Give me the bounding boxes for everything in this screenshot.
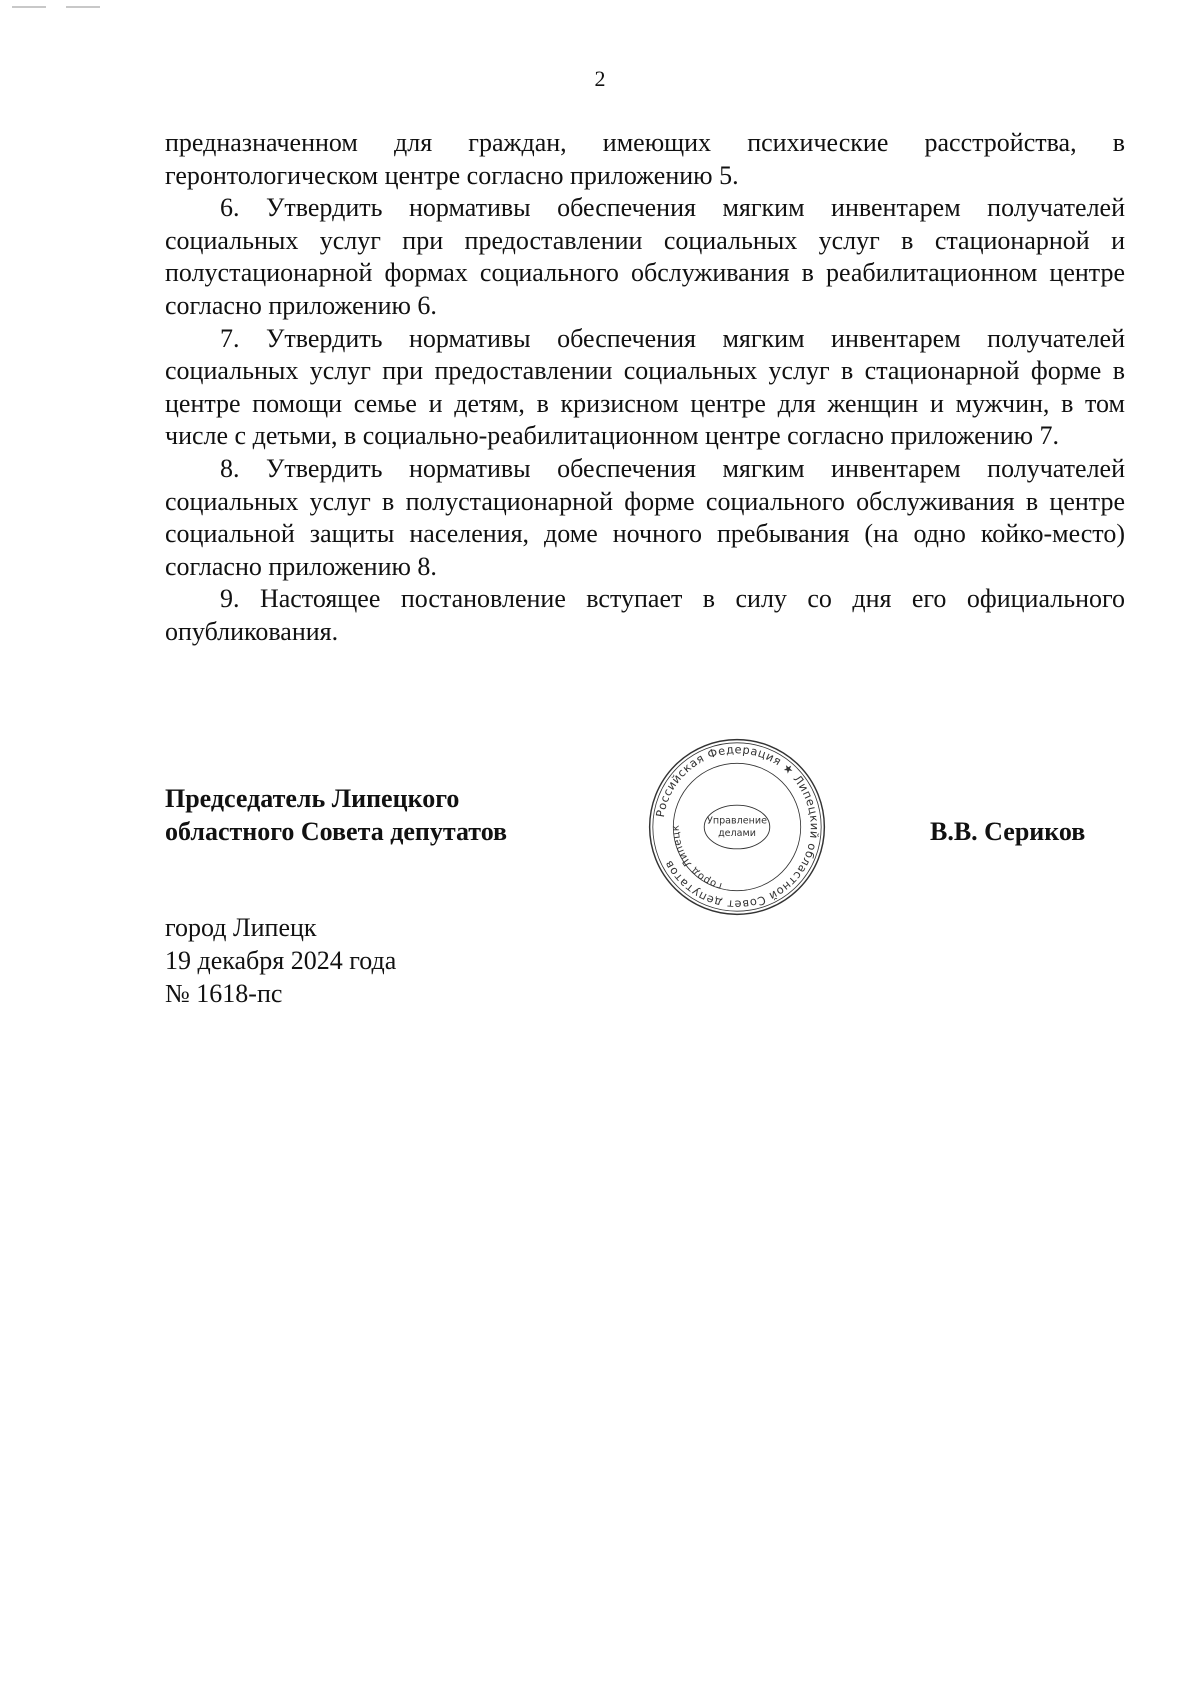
seal-outer-text: Российская Федерация ★ Липецкий областной Совет депутатов (652, 742, 822, 912)
paragraph-item-7: 7. Утвердить нормативы обеспечения мягким инвентарем получателей социальных услуг при предоставлении социальных услуг в стационарной форме в центре помощи семье и детям, в кризисном центре для женщин и мужчин, в том числе с детьми, в социально-реабилитационном центре согласно приложению 7. (165, 323, 1125, 451)
paragraph-item-6: 6. Утвердить нормативы обеспечения мягким инвентарем получателей социальных услуг при предоставлении социальных услуг в стационарной и полустационарной формах социального обслуживания в реабилитационном центре согласно приложению 6. (165, 193, 1125, 320)
document-footer (165, 911, 396, 1010)
issue-city: город Липецк (165, 913, 317, 942)
paragraph-continuation: предназначенном для граждан, имеющих психические расстройства, в геронтологическом центре согласно приложению 5. (165, 128, 1125, 190)
paragraph-item-8: 8. Утвердить нормативы обеспечения мягким инвентарем получателей социальных услуг в полустационарной форме социального обслуживания в центре социальной защиты населения, доме ночного пребывания (на одно койко-место) согласно приложению 8. (165, 453, 1125, 581)
page-number: 2 (594, 66, 606, 91)
signatory-name: В.В. Сериков (930, 817, 1086, 846)
paragraph-item-9: 9. Настоящее постановление вступает в силу со дня его официального опубликования. (165, 584, 1125, 646)
seal-center-line: Управление (707, 815, 767, 827)
document-body (165, 127, 1125, 649)
signatory-title-line: Председатель Липецкого (165, 784, 460, 813)
seal-inner-text: город Липецк (670, 824, 724, 892)
signatory-title-line: областного Совета депутатов (165, 817, 508, 846)
official-seal-stamp (646, 736, 828, 918)
scan-artifact (66, 6, 100, 8)
signatory-title (165, 782, 507, 848)
issue-date: 19 декабря 2024 года (165, 946, 397, 975)
seal-center-line: делами (718, 828, 756, 840)
scan-artifact (12, 6, 46, 8)
document-number: № 1618-пс (165, 979, 283, 1008)
